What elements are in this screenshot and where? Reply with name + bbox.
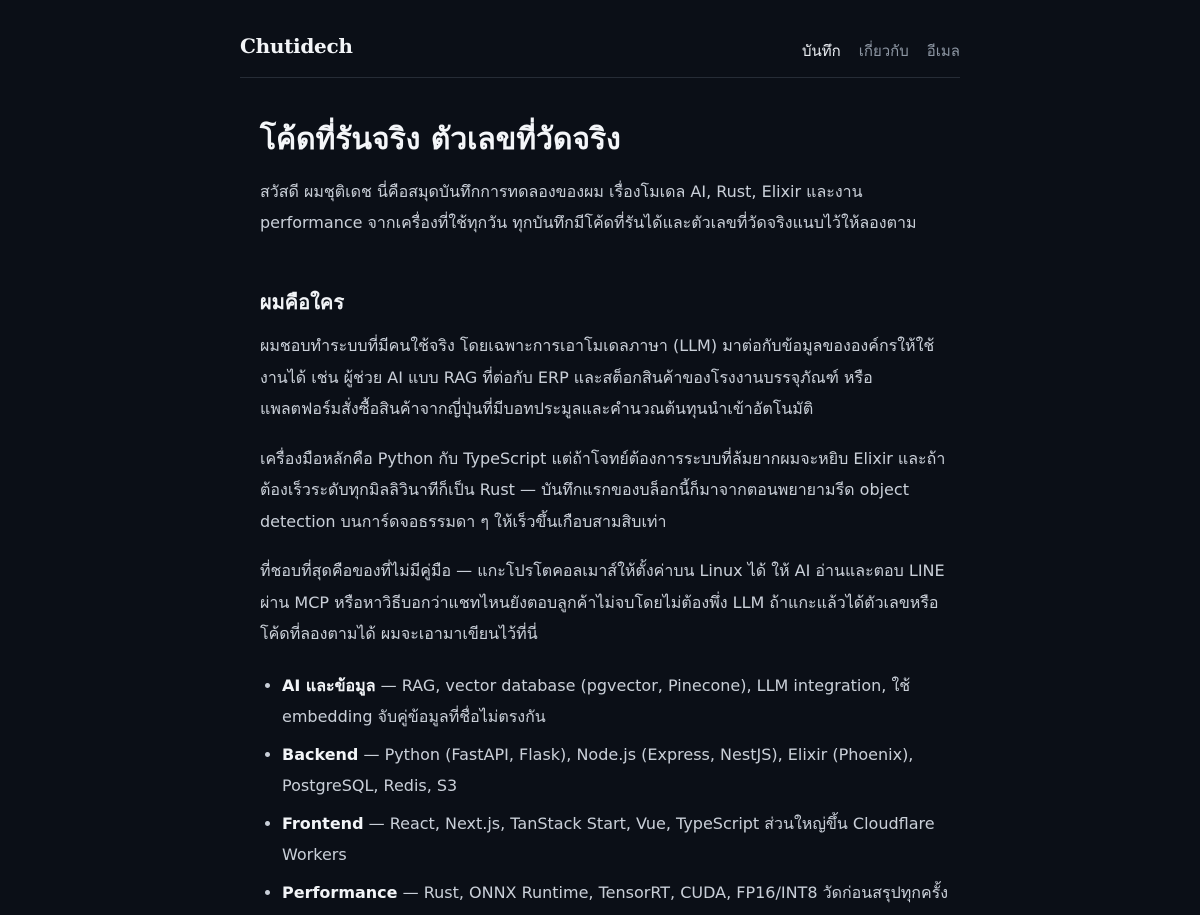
skill-desc: — Python (FastAPI, Flask), Node.js (Express, NestJS), Elixir (Phoenix), PostgreSQL, Redis, S3 xyxy=(282,744,914,795)
skill-item xyxy=(282,877,950,908)
site-logo[interactable]: Chutidech xyxy=(240,34,353,58)
nav-link-notes[interactable]: บันทึก xyxy=(802,42,841,60)
skills-list xyxy=(260,670,950,908)
skill-desc: — Rust, ONNX Runtime, TensorRT, CUDA, FP16/INT8 วัดก่อนสรุปทุกครั้ง xyxy=(397,882,949,902)
site-header xyxy=(240,0,960,78)
skill-item xyxy=(282,808,950,870)
skill-name: Backend xyxy=(282,744,359,764)
nav-link-about[interactable]: เกี่ยวกับ xyxy=(858,42,909,60)
skill-item xyxy=(282,739,950,801)
about-paragraph-1: ผมชอบทำระบบที่มีคนใช้จริง โดยเฉพาะการเอาโมเดลภาษา (LLM) มาต่อกับข้อมูลขององค์กรให้ใช้งานได้ เช่น ผู้ช่วย AI แบบ RAG ที่ต่อกับ ERP และสต็อกสินค้าของโรงงานบรรจุภัณฑ์ หรือแพลตฟอร์มสั่งซื้อสินค้าจากญี่ปุ่นที่มีบอทประมูลและคำนวณต้นทุนนำเข้าอัตโนมัติ xyxy=(260,336,935,418)
skill-item xyxy=(282,670,950,732)
main-nav xyxy=(802,39,960,63)
skill-desc: — RAG, vector database (pgvector, Pinecone), LLM integration, ใช้ embedding จับคู่ข้อมูลที่ชื่อไม่ตรงกัน xyxy=(282,675,911,726)
nav-link-email[interactable]: อีเมล xyxy=(926,42,960,60)
page-container xyxy=(240,0,960,902)
about-paragraph-3: ที่ชอบที่สุดคือของที่ไม่มีคู่มือ — แกะโปรโตคอลเมาส์ให้ตั้งค่าบน Linux ได้ ให้ AI อ่านและตอบ LINE ผ่าน MCP หรือหาวิธีบอกว่าแชทไหนยังตอบลูกค้าไม่จบโดยไม่ต้องพึ่ง LLM ถ้าแกะแล้วได้ตัวเลขหรือโค้ดที่ลองตามได้ ผมจะเอามาเขียนไว้ที่นี่ xyxy=(260,561,945,643)
main-content xyxy=(260,118,950,915)
skill-name: AI และข้อมูล xyxy=(282,675,376,695)
intro-paragraph: สวัสดี ผมชุติเดช นี่คือสมุดบันทึกการทดลองของผม เรื่องโมเดล AI, Rust, Elixir และงาน performance จากเครื่องที่ใช้ทุกวัน ทุกบันทึกมีโค้ดที่รันได้และตัวเลขที่วัดจริงแนบไว้ให้ลองตาม xyxy=(260,182,917,232)
skill-desc: — React, Next.js, TanStack Start, Vue, TypeScript ส่วนใหญ่ขึ้น Cloudflare Workers xyxy=(282,813,935,864)
section-heading-about: ผมคือใคร xyxy=(260,290,345,314)
skill-name: Frontend xyxy=(282,813,364,833)
page-title: โค้ดที่รันจริง ตัวเลขที่วัดจริง xyxy=(260,122,621,157)
about-paragraph-2: เครื่องมือหลักคือ Python กับ TypeScript แต่ถ้าโจทย์ต้องการระบบที่ล้มยากผมจะหยิบ Elixir และถ้าต้องเร็วระดับทุกมิลลิวินาทีก็เป็น Rust — บันทึกแรกของบล็อกนี้ก็มาจากตอนพยายามรีด object detection บนการ์ดจอธรรมดา ๆ ให้เร็วขึ้นเกือบสามสิบเท่า xyxy=(260,448,946,531)
skill-name: Performance xyxy=(282,882,398,902)
